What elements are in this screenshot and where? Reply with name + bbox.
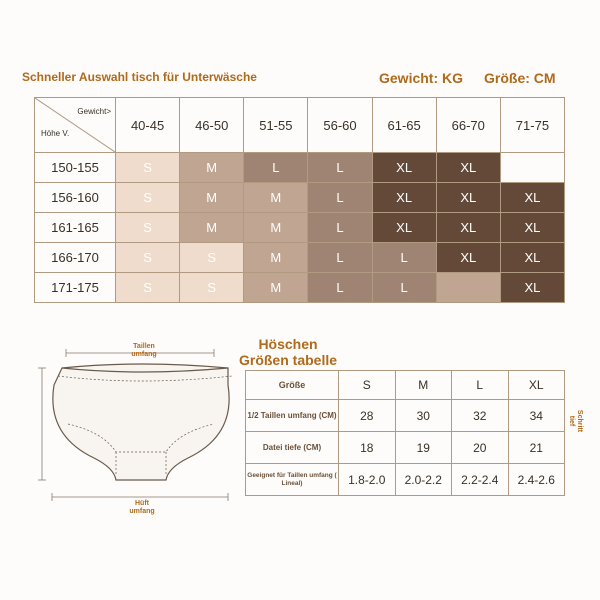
table-cell: 34	[508, 400, 565, 432]
height-row-header: 150-155	[35, 153, 116, 183]
size-cell: S	[116, 213, 180, 243]
height-row-header: 156-160	[35, 183, 116, 213]
height-axis-label: Höhe V.	[41, 129, 70, 138]
size-cell: XL	[372, 213, 436, 243]
weight-col-header: 61-65	[372, 98, 436, 153]
size-cell	[500, 153, 564, 183]
size-cell: XL	[500, 243, 564, 273]
size-cell	[436, 273, 500, 303]
weight-header-row	[35, 98, 565, 153]
size-cell: L	[308, 243, 372, 273]
table-cell: 20	[452, 432, 509, 464]
size-cell: M	[180, 183, 244, 213]
size-cell: M	[244, 183, 308, 213]
size-cell: M	[244, 213, 308, 243]
size-col-header: L	[452, 371, 509, 400]
size-cell: L	[308, 153, 372, 183]
size-cell: L	[244, 153, 308, 183]
table-cell: 2.4-2.6	[508, 464, 565, 496]
table-cell: 28	[339, 400, 396, 432]
chart-title: Schneller Auswahl tisch für Unterwäsche	[22, 70, 257, 84]
size-cell: L	[372, 273, 436, 303]
height-row-header: 166-170	[35, 243, 116, 273]
table-cell: 18	[339, 432, 396, 464]
size-selection-table	[34, 97, 565, 303]
size-cell: XL	[436, 243, 500, 273]
table-row	[246, 432, 565, 464]
size-cell: L	[372, 243, 436, 273]
row-label: Datei tiefe (CM)	[246, 432, 339, 464]
waist-label: Taillen umfang	[131, 343, 157, 358]
size-col-header: M	[395, 371, 452, 400]
size-unit-label: Größe: CM	[484, 70, 556, 86]
row-label: Geeignet für Taillen umfang ( Lineal)	[246, 464, 339, 496]
size-header-label: Größe	[246, 371, 339, 400]
size-cell: XL	[436, 183, 500, 213]
size-cell: XL	[500, 273, 564, 303]
size-cell: XL	[372, 183, 436, 213]
corner-cell	[35, 98, 116, 153]
table-row	[35, 153, 565, 183]
size-cell: XL	[500, 213, 564, 243]
table-row	[35, 243, 565, 273]
crotch-label	[563, 409, 587, 433]
weight-unit-label: Gewicht: KG	[379, 70, 464, 86]
weight-col-header: 40-45	[116, 98, 180, 153]
size-cell: S	[116, 183, 180, 213]
size-table-title: Höschen Größen tabelle	[238, 336, 338, 368]
table-cell: 32	[452, 400, 509, 432]
size-cell: S	[116, 273, 180, 303]
table-row	[35, 183, 565, 213]
size-cell: S	[116, 243, 180, 273]
size-col-header: XL	[508, 371, 565, 400]
crotch-label-text: Schritt tief	[568, 409, 583, 433]
measurement-table	[245, 370, 565, 496]
table-cell: 19	[395, 432, 452, 464]
size-cell: L	[308, 213, 372, 243]
underwear-diagram	[28, 340, 238, 520]
size-cell: XL	[500, 183, 564, 213]
size-cell: M	[244, 273, 308, 303]
weight-axis-label: Gewicht>	[77, 107, 111, 116]
size-cell: XL	[372, 153, 436, 183]
size-cell: L	[308, 273, 372, 303]
size-cell: S	[116, 153, 180, 183]
table-row	[246, 400, 565, 432]
weight-col-header: 66-70	[436, 98, 500, 153]
size-cell: S	[180, 273, 244, 303]
table-row	[35, 273, 565, 303]
row-label: 1/2 Taillen umfang (CM)	[246, 400, 339, 432]
size-cell: XL	[436, 153, 500, 183]
size-cell: S	[180, 243, 244, 273]
table-cell: 21	[508, 432, 565, 464]
weight-col-header: 56-60	[308, 98, 372, 153]
size-cell: L	[308, 183, 372, 213]
size-cell: XL	[436, 213, 500, 243]
height-row-header: 171-175	[35, 273, 116, 303]
height-row-header: 161-165	[35, 213, 116, 243]
table-cell: 2.0-2.2	[395, 464, 452, 496]
table-row	[246, 464, 565, 496]
size-cell: M	[180, 213, 244, 243]
size-cell: M	[244, 243, 308, 273]
table-cell: 2.2-2.4	[452, 464, 509, 496]
weight-col-header: 51-55	[244, 98, 308, 153]
size-col-header: S	[339, 371, 396, 400]
size-cell: M	[180, 153, 244, 183]
table-cell: 30	[395, 400, 452, 432]
weight-col-header: 46-50	[180, 98, 244, 153]
table-row	[35, 213, 565, 243]
weight-col-header: 71-75	[500, 98, 564, 153]
briefs-outline	[53, 364, 232, 480]
table-cell: 1.8-2.0	[339, 464, 396, 496]
hip-label: Hüft umfang	[129, 500, 155, 515]
size-header-row	[246, 371, 565, 400]
